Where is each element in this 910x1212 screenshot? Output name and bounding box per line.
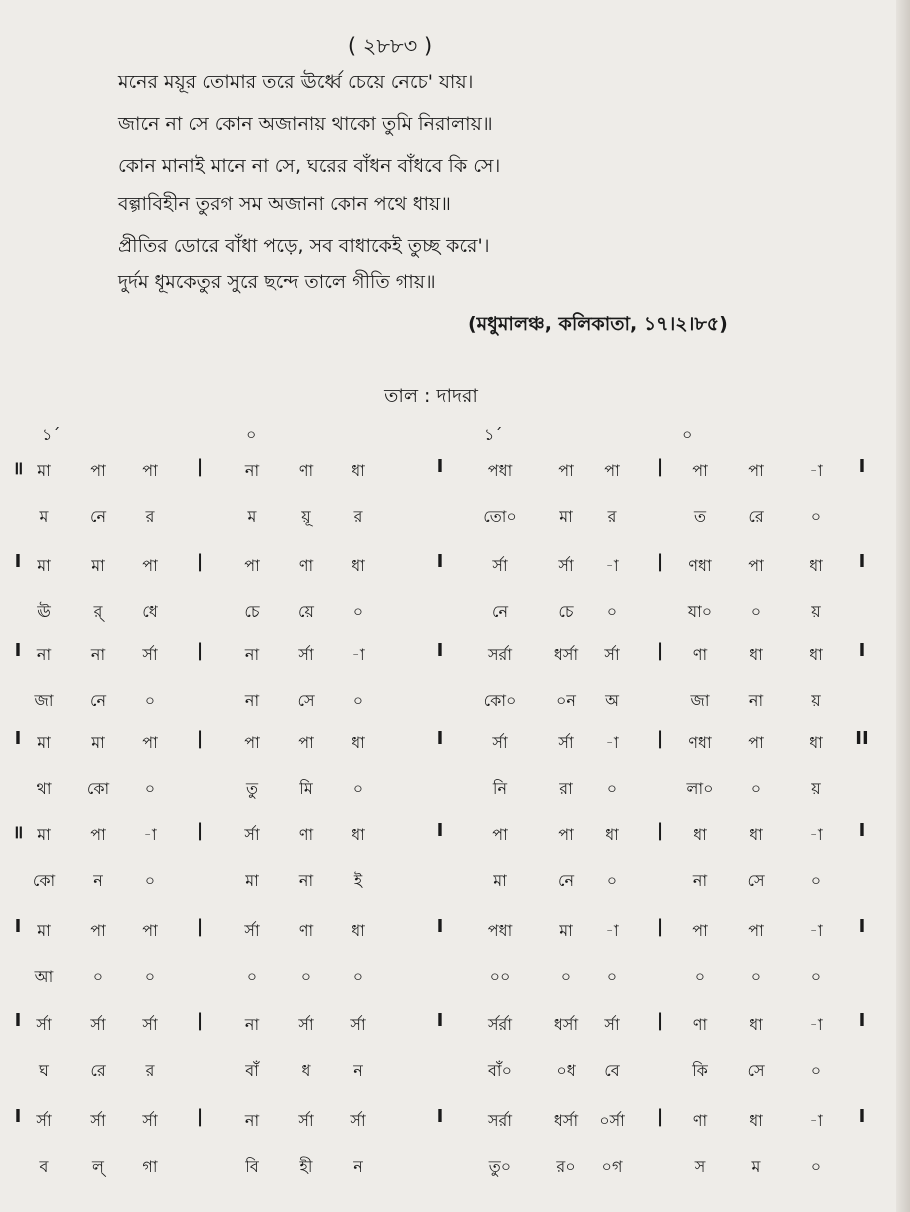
syllable-cell: ০ [352, 779, 364, 798]
swara-cell: না [90, 645, 106, 664]
swara-cell: র্সা [558, 733, 574, 752]
bar-line: I [436, 640, 444, 661]
swara-cell: পা [604, 461, 620, 480]
syllable-cell: যা০ [687, 602, 713, 621]
syllable-cell: ত [693, 507, 707, 526]
swara-cell: ধা [605, 825, 619, 844]
syllable-cell: ০ [810, 507, 822, 526]
syllable-cell: য় [811, 779, 821, 798]
bar-line: | [656, 820, 664, 841]
syllable-cell: ০ [750, 779, 762, 798]
bar-line: | [196, 820, 204, 841]
syllable-cell: থা [36, 779, 52, 798]
syllable-cell: স [694, 1157, 706, 1176]
syllable-cell: ল্ [92, 1157, 104, 1176]
swara-cell: র্সা [350, 1015, 366, 1034]
syllable-cell: ন [353, 1061, 363, 1080]
syllable-cell: ধ [301, 1061, 311, 1080]
bar-line: II [855, 728, 869, 749]
syllable-cell: তু [245, 779, 259, 798]
syllable-cell: মা [493, 871, 507, 890]
syllable-cell: সে [747, 1061, 765, 1080]
bar-line: I [858, 1106, 866, 1127]
swara-cell: মা [37, 556, 51, 575]
bar-line: ॥ [12, 458, 24, 479]
syllable-cell: ০০ [489, 967, 511, 986]
swara-cell: র্সা [604, 1015, 620, 1034]
syllable-cell: চে [558, 602, 574, 621]
swara-cell: -া [809, 1015, 823, 1034]
bar-line: | [656, 551, 664, 572]
swara-cell: -া [605, 921, 619, 940]
syllable-cell: ০ [606, 871, 618, 890]
syllable-cell: বি [245, 1157, 259, 1176]
bar-line: | [196, 916, 204, 937]
bar-line: I [436, 1106, 444, 1127]
syllable-cell: ০ [606, 602, 618, 621]
syllable-cell: ০ [144, 691, 156, 710]
beat-mark: ০ [246, 425, 257, 444]
swara-cell: -া [351, 645, 365, 664]
swara-cell: র্সা [492, 556, 508, 575]
syllable-cell: জা [690, 691, 710, 710]
bar-line: | [656, 916, 664, 937]
swara-cell: ণা [298, 825, 314, 844]
swara-cell: মা [91, 733, 105, 752]
lyric-line: কোন মানাই মানে না সে, ঘরের বাঁধন বাঁধবে কি সে। [118, 155, 501, 177]
swara-cell: র্সা [604, 645, 620, 664]
lyric-line: বল্গাবিহীন তুরগ সম অজানা কোন পথে ধায়॥ [118, 193, 451, 215]
syllable-cell: রে [748, 507, 764, 526]
swara-cell: মা [91, 556, 105, 575]
syllable-cell: ০ [352, 691, 364, 710]
swara-cell: ০র্সা [599, 1111, 625, 1130]
syllable-cell: র০ [556, 1157, 576, 1176]
bar-line: | [196, 1010, 204, 1031]
swara-cell: ধা [351, 825, 365, 844]
syllable-cell: ০গ [601, 1157, 623, 1176]
swara-cell: না [36, 645, 52, 664]
swara-cell: ণধা [688, 556, 712, 575]
bar-line: I [858, 551, 866, 572]
swara-cell: র্সা [244, 825, 260, 844]
syllable-cell: ০ [144, 967, 156, 986]
syllable-cell: র [145, 507, 155, 526]
syllable-cell: না [748, 691, 764, 710]
citation: (মধুমালঞ্চ, কলিকাতা, ১৭।২।৮৫) [468, 313, 728, 335]
page-edge-shadow [896, 0, 910, 1212]
syllable-cell: ০ [750, 967, 762, 986]
bar-line: | [656, 456, 664, 477]
bar-line: | [196, 640, 204, 661]
syllable-cell: ব [39, 1157, 49, 1176]
syllable-cell: তো০ [483, 507, 517, 526]
bar-line: | [196, 456, 204, 477]
syllable-cell: ০ [606, 779, 618, 798]
bar-line: I [436, 1010, 444, 1031]
syllable-cell: ০ [352, 602, 364, 621]
swara-cell: -া [809, 825, 823, 844]
syllable-cell: য় [811, 602, 821, 621]
lyric-line: প্রীতির ডোরে বাঁধা পড়ে, সব বাধাকেই তুচ্ছ করে'। [118, 235, 490, 257]
syllable-cell: ০ [750, 602, 762, 621]
syllable-cell: মা [245, 871, 259, 890]
swara-cell: মা [37, 461, 51, 480]
bar-line: I [858, 916, 866, 937]
syllable-cell: ০ [810, 967, 822, 986]
swara-cell: পা [90, 461, 106, 480]
swara-cell: -া [809, 1111, 823, 1130]
swara-cell: -া [605, 556, 619, 575]
syllable-cell: কো [32, 871, 56, 890]
swara-cell: পা [692, 921, 708, 940]
bar-line: | [196, 551, 204, 572]
syllable-cell: না [244, 691, 260, 710]
swara-cell: পা [90, 825, 106, 844]
syllable-cell: বাঁ০ [488, 1061, 512, 1080]
syllable-cell: য়ূ [301, 507, 311, 526]
syllable-cell: ০ [300, 967, 312, 986]
bar-line: I [436, 916, 444, 937]
swara-cell: র্সা [298, 1111, 314, 1130]
bar-line: I [436, 820, 444, 841]
syllable-cell: ০ [246, 967, 258, 986]
bar-line: I [858, 456, 866, 477]
swara-cell: পা [142, 733, 158, 752]
swara-cell: ণা [298, 556, 314, 575]
swara-cell: -া [809, 461, 823, 480]
syllable-cell: নে [89, 507, 107, 526]
swara-cell: পধা [487, 921, 513, 940]
swara-cell: র্সা [558, 556, 574, 575]
swara-cell: ধর্সা [553, 1111, 579, 1130]
syllable-cell: ধে [142, 602, 158, 621]
syllable-cell: লা০ [686, 779, 714, 798]
swara-cell: ণা [692, 1111, 708, 1130]
swara-cell: ধা [749, 825, 763, 844]
syllable-cell: র [353, 507, 363, 526]
swara-cell: র্সা [350, 1111, 366, 1130]
swara-cell: পা [748, 733, 764, 752]
swara-cell: র্সা [492, 733, 508, 752]
swara-cell: ণা [692, 1015, 708, 1034]
syllable-cell: ০ন [556, 691, 576, 710]
swara-cell: পা [748, 556, 764, 575]
syllable-cell: নি [492, 779, 508, 798]
swara-cell: ধা [351, 921, 365, 940]
beat-mark: ০ [682, 425, 693, 444]
syllable-cell: মি [299, 779, 313, 798]
swara-cell: ধা [809, 645, 823, 664]
swara-cell: সর্রা [487, 1111, 513, 1130]
bar-line: I [436, 551, 444, 572]
bar-line: I [858, 640, 866, 661]
swara-cell: না [244, 461, 260, 480]
swara-cell: ধা [749, 645, 763, 664]
swara-cell: পা [748, 461, 764, 480]
syllable-cell: ০ [810, 1157, 822, 1176]
syllable-cell: ০ [144, 871, 156, 890]
swara-cell: সর্রা [487, 645, 513, 664]
syllable-cell: চে [244, 602, 260, 621]
swara-cell: না [244, 1111, 260, 1130]
syllable-cell: না [298, 871, 314, 890]
syllable-cell: ঘ [39, 1061, 49, 1080]
swara-cell: -া [605, 733, 619, 752]
syllable-cell: ০ [92, 967, 104, 986]
swara-cell: ণা [298, 921, 314, 940]
syllable-cell: নে [491, 602, 509, 621]
syllable-cell: ন [353, 1157, 363, 1176]
page-number: ( ২৮৮৩ ) [347, 34, 433, 58]
swara-cell: ধা [809, 733, 823, 752]
bar-line: I [14, 551, 22, 572]
swara-cell: মা [37, 825, 51, 844]
swara-cell: ধর্সা [553, 1015, 579, 1034]
swara-cell: র্সা [298, 1015, 314, 1034]
swara-cell: পা [692, 461, 708, 480]
swara-cell: ণা [298, 461, 314, 480]
swara-cell: -া [809, 921, 823, 940]
swara-cell: -া [143, 825, 157, 844]
syllable-cell: ম [39, 507, 49, 526]
syllable-cell: ০ [352, 967, 364, 986]
swara-cell: ধর্সা [553, 645, 579, 664]
syllable-cell: বে [604, 1061, 620, 1080]
syllable-cell: হী [299, 1157, 313, 1176]
syllable-cell: সে [747, 871, 765, 890]
swara-cell: না [244, 645, 260, 664]
swara-cell: ণধা [688, 733, 712, 752]
swara-cell: র্সা [36, 1015, 52, 1034]
syllable-cell: নে [89, 691, 107, 710]
syllable-cell: কো০ [483, 691, 517, 710]
swara-cell: র্সা [90, 1015, 106, 1034]
bar-line: I [858, 820, 866, 841]
swara-cell: পা [558, 461, 574, 480]
bar-line: I [436, 728, 444, 749]
tala-heading: তাল : দাদরা [384, 385, 478, 407]
bar-line: | [196, 1106, 204, 1127]
syllable-cell: ০ [810, 871, 822, 890]
swara-cell: পা [558, 825, 574, 844]
lyric-line: মনের ময়ূর তোমার তরে ঊর্ধ্বে চেয়ে নেচে' যায়। [118, 71, 474, 93]
beat-mark: ১´ [42, 425, 61, 444]
swara-cell: র্সা [36, 1111, 52, 1130]
swara-cell: র্সা [142, 1015, 158, 1034]
bar-line: I [14, 728, 22, 749]
swara-cell: পা [142, 921, 158, 940]
syllable-cell: ম [247, 507, 257, 526]
bar-line: | [656, 1010, 664, 1031]
swara-cell: ণা [692, 645, 708, 664]
swara-cell: মা [37, 733, 51, 752]
syllable-cell: ০ [694, 967, 706, 986]
syllable-cell: তু০ [488, 1157, 512, 1176]
swara-cell: পা [492, 825, 508, 844]
swara-cell: ধা [693, 825, 707, 844]
lyric-line: দুর্দম ধূমকেতুর সুরে ছন্দে তালে গীতি গায়॥ [118, 271, 436, 293]
syllable-cell: রা [559, 779, 573, 798]
syllable-cell: কি [692, 1061, 708, 1080]
syllable-cell: য়ে [298, 602, 314, 621]
bar-line: I [14, 1010, 22, 1031]
bar-line: | [656, 728, 664, 749]
syllable-cell: নে [557, 871, 575, 890]
syllable-cell: রে [90, 1061, 106, 1080]
swara-cell: পা [748, 921, 764, 940]
syllable-cell: কো [86, 779, 110, 798]
syllable-cell: মা [559, 507, 573, 526]
syllable-cell: ন [93, 871, 103, 890]
syllable-cell: ০ [560, 967, 572, 986]
bar-line: | [656, 1106, 664, 1127]
swara-cell: র্সর্রা [487, 1015, 513, 1034]
bar-line: I [14, 1106, 22, 1127]
swara-cell: ধা [749, 1015, 763, 1034]
swara-cell: র্সা [244, 921, 260, 940]
swara-cell: ধা [351, 461, 365, 480]
syllable-cell: জা [34, 691, 54, 710]
bar-line: I [858, 1010, 866, 1031]
swara-cell: ধা [809, 556, 823, 575]
swara-cell: মা [559, 921, 573, 940]
swara-cell: ধা [351, 733, 365, 752]
syllable-cell: সে [297, 691, 315, 710]
swara-cell: পা [244, 556, 260, 575]
swara-cell: না [244, 1015, 260, 1034]
bar-line: | [196, 728, 204, 749]
syllable-cell: ০ [606, 967, 618, 986]
syllable-cell: র্ [93, 602, 103, 621]
beat-mark: ১´ [484, 425, 503, 444]
swara-cell: র্সা [90, 1111, 106, 1130]
swara-cell: পা [90, 921, 106, 940]
syllable-cell: গা [142, 1157, 158, 1176]
swara-cell: র্সা [142, 1111, 158, 1130]
swara-cell: র্সা [142, 645, 158, 664]
syllable-cell: অ [605, 691, 619, 710]
swara-cell: ধা [749, 1111, 763, 1130]
swara-cell: ধা [351, 556, 365, 575]
swara-cell: পা [298, 733, 314, 752]
swara-cell: পা [142, 461, 158, 480]
swara-cell: র্সা [298, 645, 314, 664]
swara-cell: পধা [487, 461, 513, 480]
swara-cell: পা [142, 556, 158, 575]
syllable-cell: ই [353, 871, 363, 890]
syllable-cell: ০ [144, 779, 156, 798]
syllable-cell: ম [751, 1157, 761, 1176]
bar-line: ॥ [12, 822, 24, 843]
lyric-line: জানে না সে কোন অজানায় থাকো তুমি নিরালায়॥ [118, 113, 493, 135]
bar-line: | [656, 640, 664, 661]
bar-line: I [436, 456, 444, 477]
syllable-cell: ০ধ [556, 1061, 576, 1080]
bar-line: I [14, 640, 22, 661]
syllable-cell: ঊ [37, 602, 51, 621]
syllable-cell: না [692, 871, 708, 890]
syllable-cell: ০ [810, 1061, 822, 1080]
syllable-cell: বাঁ [245, 1061, 259, 1080]
syllable-cell: র [607, 507, 617, 526]
syllable-cell: য় [811, 691, 821, 710]
syllable-cell: আ [34, 967, 54, 986]
syllable-cell: র [145, 1061, 155, 1080]
bar-line: I [14, 916, 22, 937]
swara-cell: পা [244, 733, 260, 752]
swara-cell: মা [37, 921, 51, 940]
